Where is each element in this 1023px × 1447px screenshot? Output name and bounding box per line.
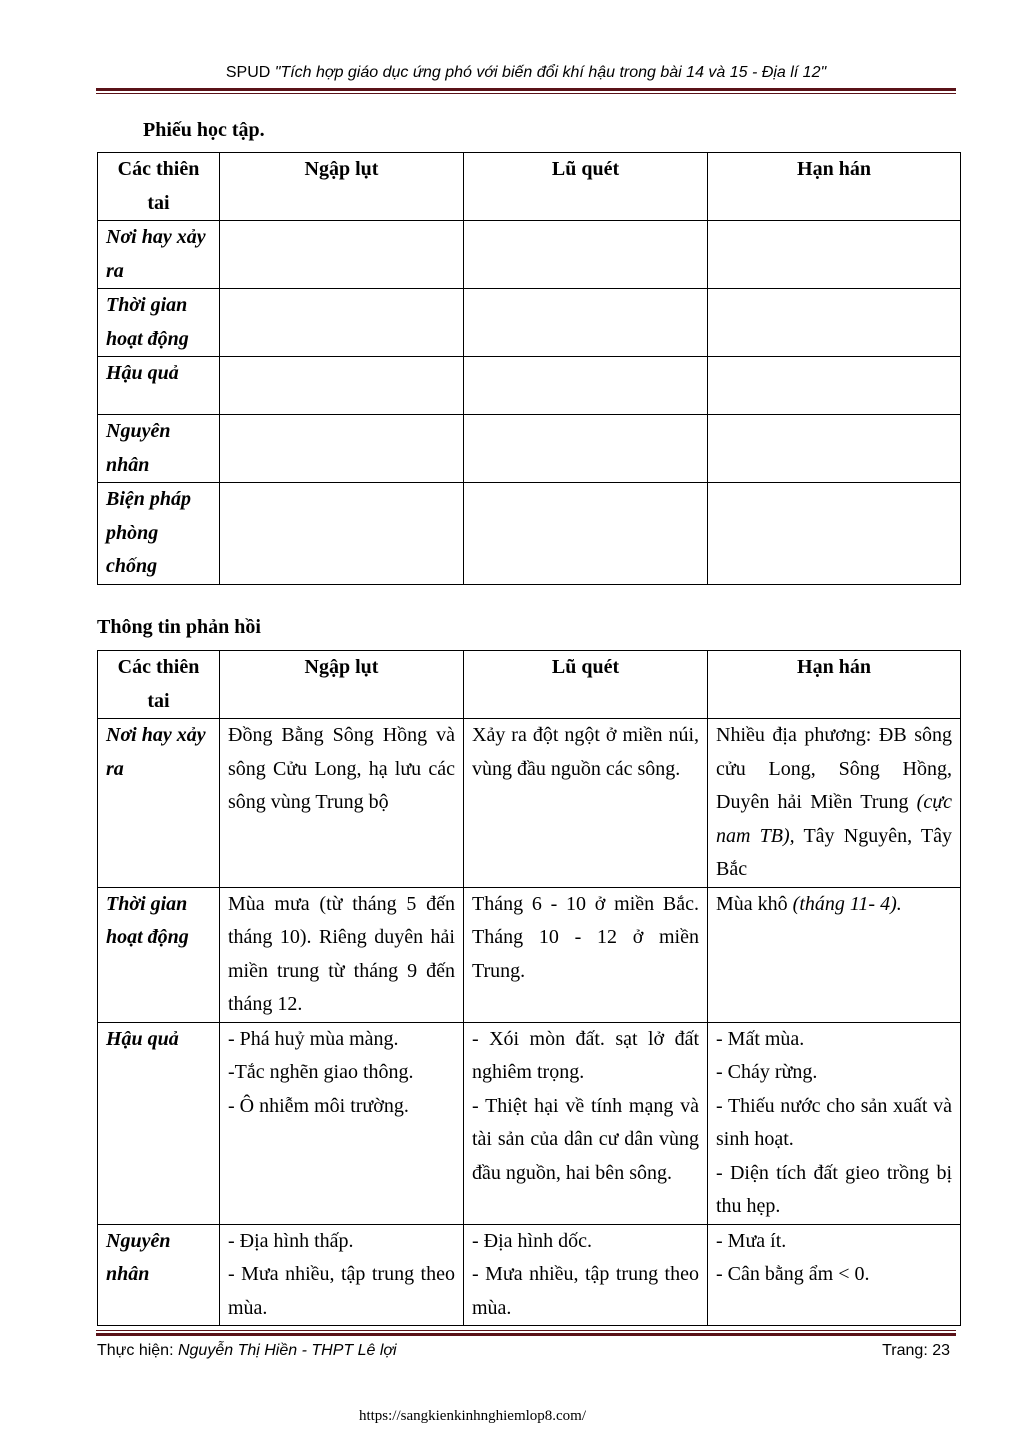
table-row [98, 221, 961, 289]
info-cell [220, 719, 464, 888]
worksheet-table [97, 152, 961, 585]
header-prefix: SPUD [225, 64, 275, 81]
row-header: Thời gian hoạt động [98, 887, 220, 1022]
column-header: Ngập lụt [220, 651, 464, 719]
author-name: Nguyễn Thị Hiền - THPT Lê lợi [177, 1342, 397, 1359]
cell-line: - Mất mùa. [716, 1027, 805, 1050]
column-header: Lũ quét [464, 153, 708, 221]
cell-line: - Xói mòn đất. sạt lở đất nghiêm trọng. [472, 1027, 699, 1083]
cell-line: Đồng Bằng Sông Hồng và sông Cửu Long, hạ lưu các sông vùng Trung bộ [228, 724, 455, 813]
answer-cell [464, 289, 708, 357]
cell-line: - Địa hình thấp. [228, 1229, 354, 1252]
info-cell [708, 1224, 961, 1326]
table-row [98, 1224, 961, 1326]
worksheet-header-row [98, 153, 961, 221]
cell-line: - Địa hình dốc. [472, 1229, 592, 1252]
cell-line: Xảy ra đột ngột ở miền núi, vùng đầu nguồn các sông. [472, 724, 699, 780]
info-cell [464, 1022, 708, 1224]
info-cell [220, 887, 464, 1022]
feedback-title: Thông tin phản hồi [97, 616, 261, 638]
cell-line: - Phá huỷ mùa màng. [228, 1027, 399, 1050]
header-rule [96, 88, 956, 94]
answer-cell [464, 357, 708, 415]
cell-line: -Tắc nghẽn giao thông. [228, 1061, 414, 1083]
worksheet-title: Phiếu học tập. [143, 119, 265, 141]
table-row [98, 483, 961, 585]
row-header: Hậu quả [98, 357, 220, 415]
cell-line: Mùa khô (tháng 11- 4). [716, 892, 902, 915]
table-row [98, 719, 961, 888]
info-cell [464, 887, 708, 1022]
table-row [98, 289, 961, 357]
source-url: https://sangkienkinhnghiemlop8.com/ [358, 1408, 587, 1424]
info-cell [708, 1022, 961, 1224]
table-row [98, 415, 961, 483]
table-row [98, 357, 961, 415]
feedback-body [98, 719, 961, 1326]
column-header: Ngập lụt [220, 153, 464, 221]
cell-line: - Mưa ít. [716, 1229, 787, 1252]
page-number: Trang: 23 [882, 1342, 950, 1359]
column-header: Các thiên tai [98, 153, 220, 221]
cell-line: - Diện tích đất gieo trồng bị thu hẹp. [716, 1161, 952, 1217]
info-cell [220, 1022, 464, 1224]
info-cell [708, 887, 961, 1022]
page-header [96, 64, 956, 82]
author-prefix: Thực hiện: [97, 1342, 178, 1359]
cell-line: Mùa mưa (từ tháng 5 đến tháng 10). Riêng duyên hải miền trung từ tháng 9 đến tháng 12. [228, 892, 455, 1015]
cell-line: - Thiếu nước cho sản xuất và sinh hoạt. [716, 1094, 952, 1150]
answer-cell [220, 289, 464, 357]
footer-author [97, 1342, 397, 1360]
row-header: Hậu quả [98, 1022, 220, 1224]
answer-cell [464, 483, 708, 585]
info-cell [464, 719, 708, 888]
row-header: Thời gian hoạt động [98, 289, 220, 357]
column-header: Các thiên tai [98, 651, 220, 719]
info-cell [464, 1224, 708, 1326]
answer-cell [464, 415, 708, 483]
column-header: Hạn hán [708, 153, 961, 221]
answer-cell [708, 221, 961, 289]
info-cell [708, 719, 961, 888]
cell-line: - Cân bằng ẩm < 0. [716, 1263, 870, 1285]
cell-line: - Cháy rừng. [716, 1061, 818, 1083]
cell-line: - Ô nhiễm môi trường. [228, 1094, 409, 1117]
answer-cell [220, 357, 464, 415]
answer-cell [220, 483, 464, 585]
feedback-header-row [98, 651, 961, 719]
answer-cell [708, 289, 961, 357]
row-header: Nơi hay xảy ra [98, 719, 220, 888]
row-header: Nơi hay xảy ra [98, 221, 220, 289]
column-header: Lũ quét [464, 651, 708, 719]
answer-cell [464, 221, 708, 289]
row-header: Nguyên nhân [98, 1224, 220, 1326]
answer-cell [220, 415, 464, 483]
header-title: "Tích hợp giáo dục ứng phó với biến đổi khí hậu trong bài 14 và 15 - Địa lí 12" [274, 64, 827, 81]
answer-cell [220, 221, 464, 289]
cell-line: - Thiệt hại về tính mạng và tài sản của dân cư dân vùng đầu nguồn, hai bên sông. [472, 1094, 699, 1184]
column-header: Hạn hán [708, 651, 961, 719]
answer-cell [708, 357, 961, 415]
feedback-table [97, 650, 961, 1326]
table-row [98, 887, 961, 1022]
row-header: Nguyên nhân [98, 415, 220, 483]
info-cell [220, 1224, 464, 1326]
cell-line: Nhiều địa phương: ĐB sông cửu Long, Sông Hồng, Duyên hải Miền Trung (cực nam TB), Tây Nguyên, Tây Bắc [716, 724, 952, 880]
cell-line: - Mưa nhiều, tập trung theo mùa. [472, 1263, 699, 1319]
cell-line: - Mưa nhiều, tập trung theo mùa. [228, 1263, 455, 1319]
cell-line: Tháng 6 - 10 ở miền Bắc. Tháng 10 - 12 ở miền Trung. [472, 892, 699, 982]
answer-cell [708, 483, 961, 585]
row-header: Biện pháp phòng chống [98, 483, 220, 585]
footer-rule [96, 1330, 956, 1336]
answer-cell [708, 415, 961, 483]
table-row [98, 1022, 961, 1224]
